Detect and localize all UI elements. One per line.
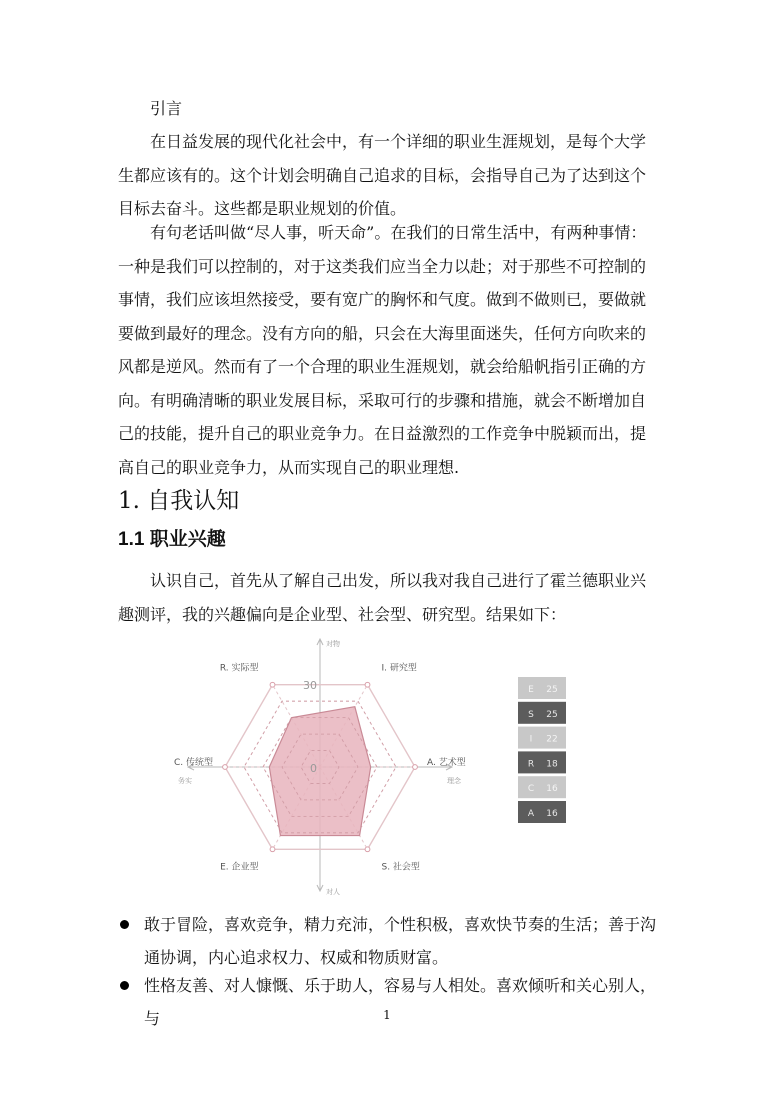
score-value: 18	[546, 759, 558, 770]
score-row	[518, 751, 566, 773]
radar-axis-label: S. 社会型	[381, 862, 420, 873]
radar-vertex-marker	[223, 765, 228, 770]
radar-vertex-marker	[270, 847, 275, 852]
score-row	[518, 776, 566, 798]
score-row	[518, 677, 566, 699]
radar-axis-label: E. 企业型	[220, 862, 259, 873]
intro-paragraph-2: 有句老话叫做“尽人事，听天命”。在我们的日常生活中，有两种事情：一种是我们可以控制的，对于这类我们应当全力以赴；对于那些不可控制的事情，我们应该坦然接受，要有宽广的胸怀和气度。做到不做则已，要做就要做到最好的理念。没有方向的船，只会在大海里面迷失，任何方向吹来的风都是逆风。然而有了一个合理的职业生涯规划，就会给船帆指引正确的方向。有明确清晰的职业发展目标，采取可行的步骤和措施，就会不断增加自己的技能，提升自己的职业竞争力。在日益激烈的工作竞争中脱颖而出，提高自己的职业竞争力，从而实现自己的职业理想.	[118, 223, 647, 477]
score-code: E	[528, 685, 534, 695]
direction-label-right: 理念	[447, 777, 461, 785]
score-table	[518, 677, 566, 829]
score-value: 22	[546, 734, 558, 745]
intro-title: 引言	[150, 99, 183, 118]
bullet-dot	[120, 981, 129, 990]
radar-axis-label: C. 传统型	[173, 758, 213, 768]
score-value: 16	[546, 809, 558, 819]
direction-label-bottom: 对人	[326, 888, 340, 896]
radar-vertex-marker	[365, 682, 370, 687]
radar-axis-label: I. 研究型	[381, 663, 417, 674]
score-code: I	[529, 734, 533, 745]
score-code: S	[528, 709, 534, 720]
score-value: 25	[546, 685, 558, 695]
section-heading: 1. 自我认知	[118, 488, 240, 514]
radar-vertex-marker	[365, 847, 370, 852]
radar-vertex-marker	[413, 765, 418, 770]
score-code: C	[527, 784, 535, 795]
interest-paragraph: 认识自己，首先从了解自己出发，所以我对我自己进行了霍兰德职业兴趣测评，我的兴趣偏向是企业型、社会型、研究型。结果如下：	[118, 571, 647, 624]
radar-vertex-marker	[270, 682, 275, 687]
direction-label-top: 对物	[326, 640, 340, 648]
score-code: R	[527, 759, 535, 770]
score-row	[518, 801, 566, 823]
score-code: A	[527, 809, 535, 819]
direction-label-left: 务实	[178, 777, 192, 785]
holland-radar-chart	[160, 636, 490, 898]
bullet-item: 性格友善、对人慷慨、乐于助人，容易与人相处。喜欢倾听和关心别人，与	[118, 969, 658, 1035]
page-number: 1	[383, 1008, 391, 1022]
score-row	[518, 727, 566, 749]
radar-axis-label: A. 艺术型	[427, 758, 466, 768]
bullet-dot	[120, 920, 129, 929]
radar-tick-zero: 0	[310, 762, 317, 775]
score-value: 25	[546, 709, 558, 720]
radar-axis-label: R. 实际型	[219, 663, 259, 674]
bullet-item: 敢于冒险，喜欢竞争，精力充沛，个性积极，喜欢快节奏的生活；善于沟通协调，内心追求权力、权威和物质财富。	[118, 908, 658, 974]
score-row	[518, 702, 566, 724]
intro-paragraph-1: 在日益发展的现代化社会中，有一个详细的职业生涯规划，是每个大学生都应该有的。这个计划会明确自己追求的目标，会指导自己为了达到这个目标去奋斗。这些都是职业规划的价值。	[118, 132, 647, 218]
score-value: 16	[546, 784, 558, 795]
subsection-heading: 1.1 职业兴趣	[118, 529, 226, 550]
radar-tick-max: 30	[303, 679, 317, 692]
